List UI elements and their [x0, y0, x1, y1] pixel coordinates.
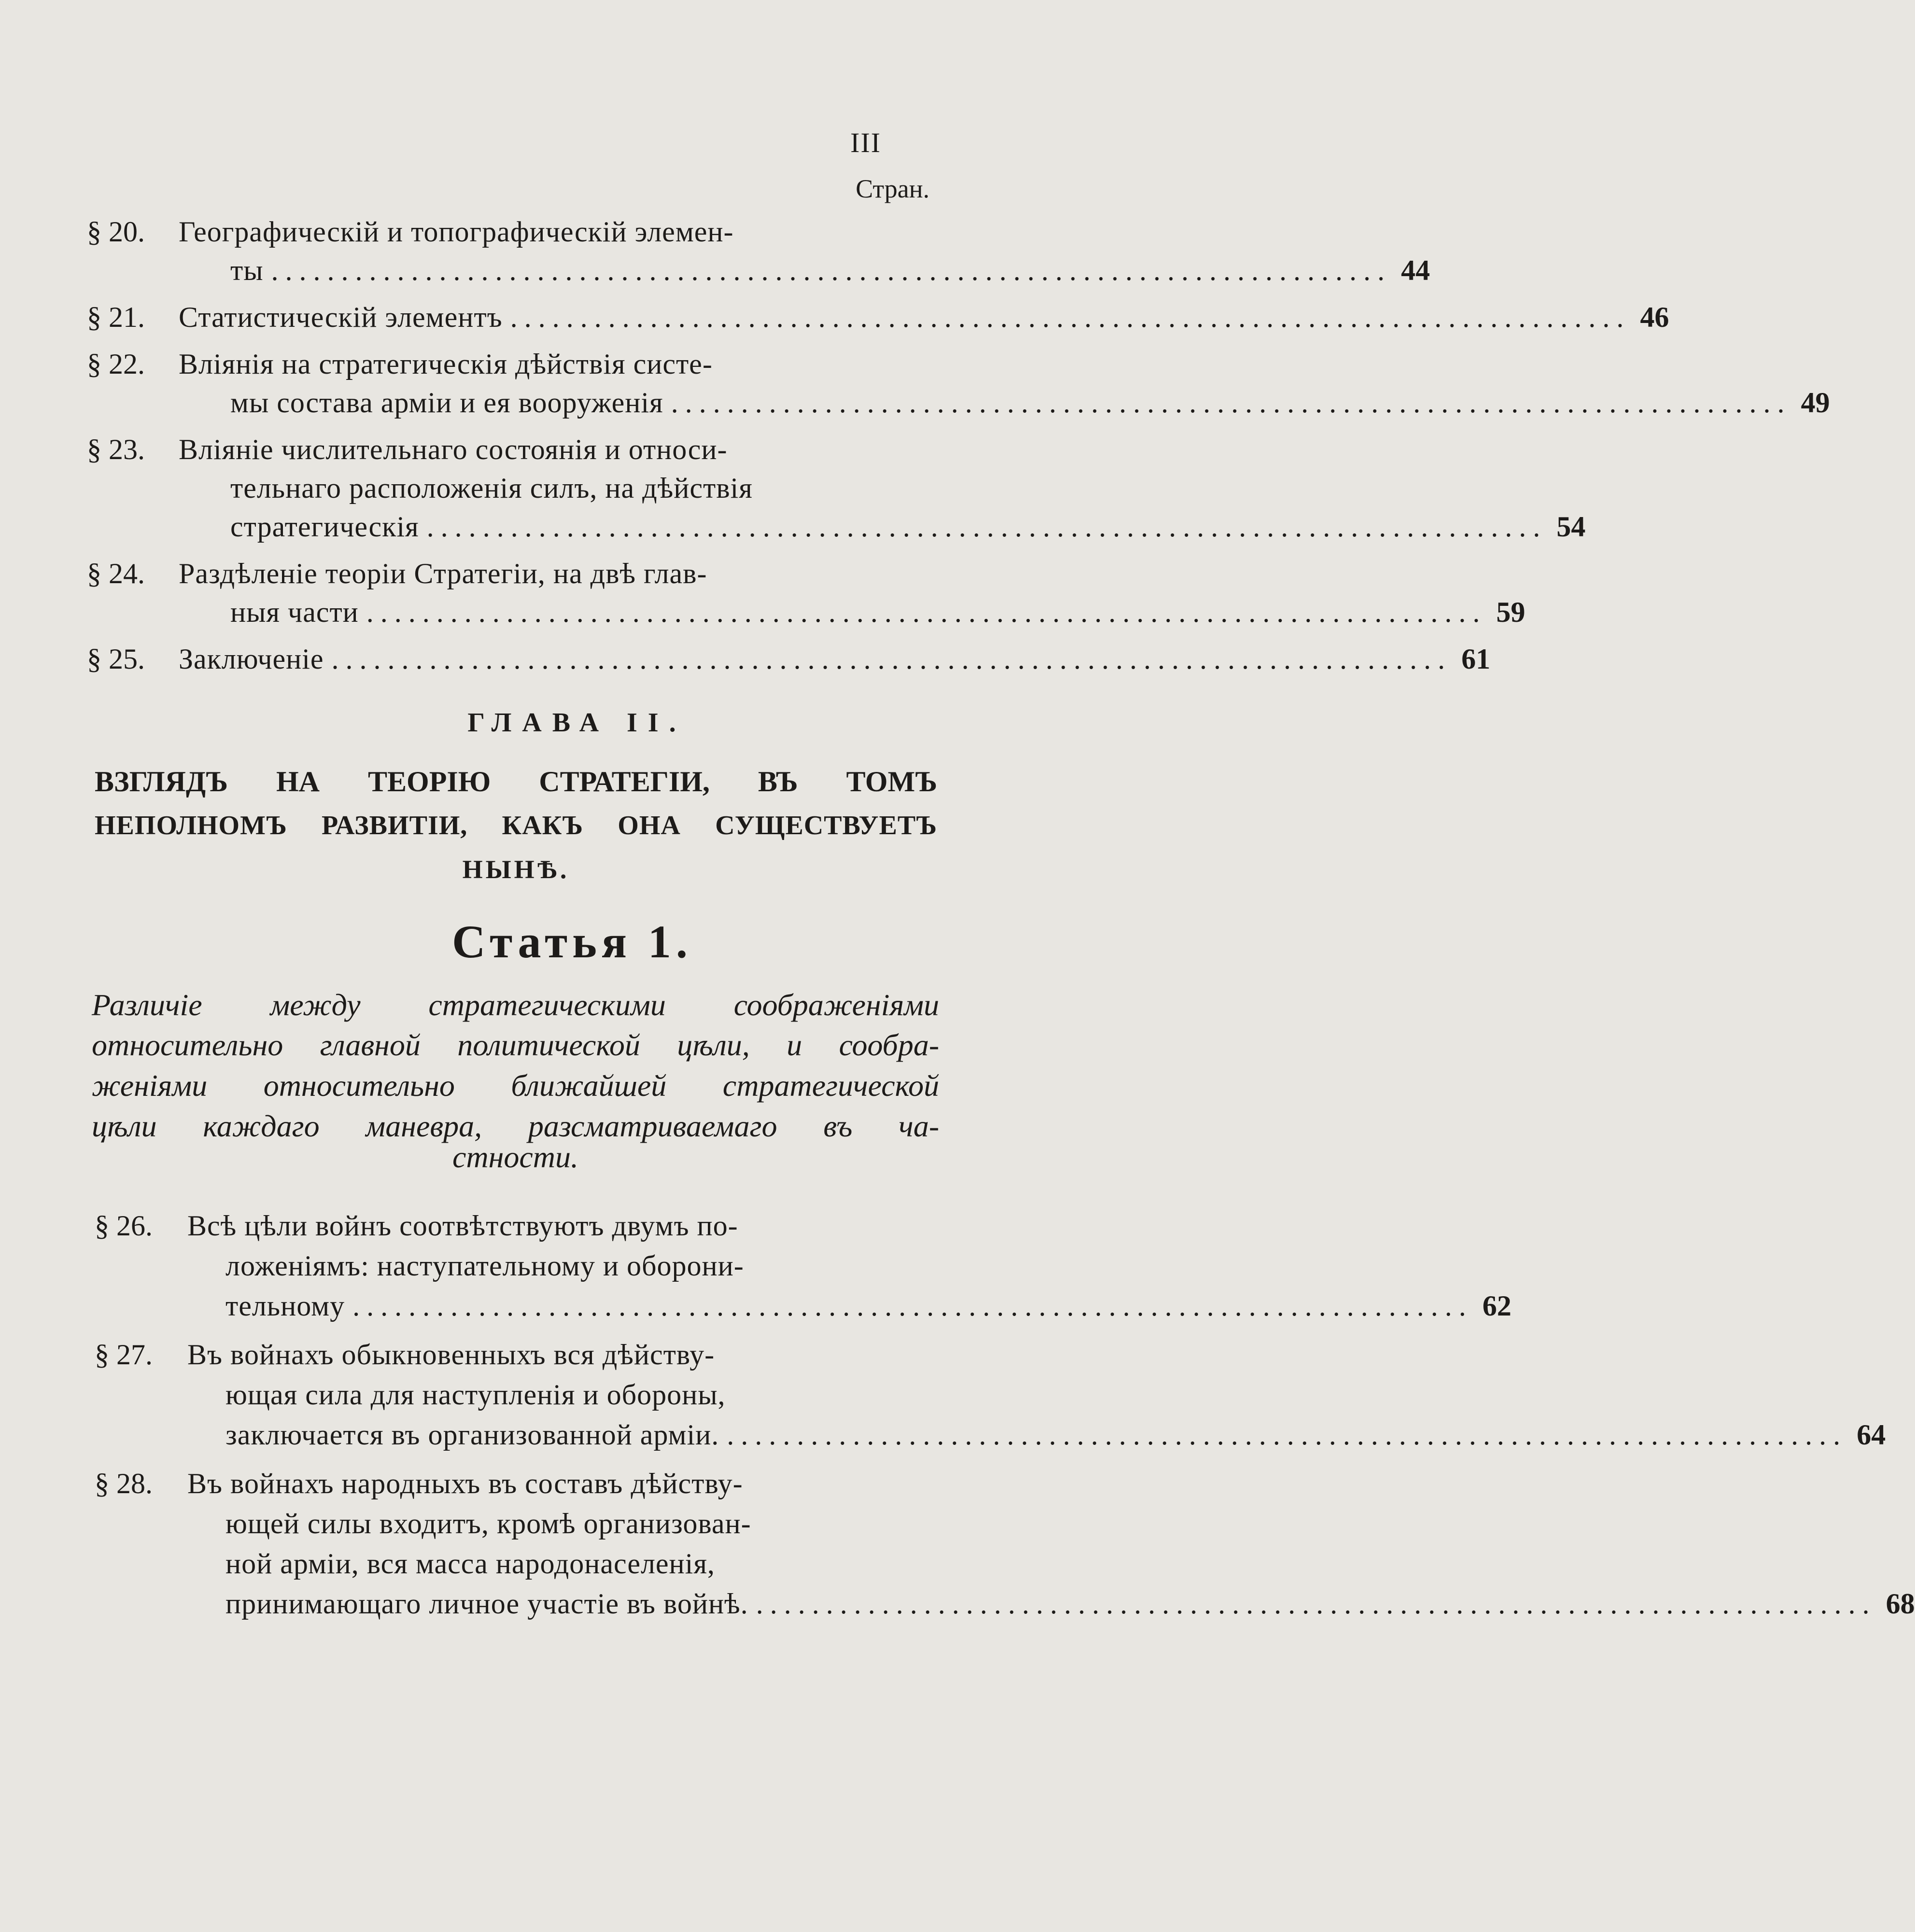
section-number: § 27. [95, 1339, 153, 1371]
section-number: § 23. [87, 434, 145, 465]
section-number: § 25. [87, 643, 145, 675]
toc-entry-line [95, 1464, 940, 1504]
entry-text: ющей силы входитъ, кромѣ организован- [225, 1508, 751, 1540]
dot-leader: ................................................................................ [331, 643, 1452, 675]
toc-entry [95, 1464, 1915, 1624]
dot-leader: ................................................................................ [352, 1290, 1473, 1322]
toc-entry [87, 430, 1586, 546]
entry-text: ныя части [230, 596, 359, 628]
entry-text: ты [230, 254, 264, 286]
page-folio: III [850, 127, 881, 158]
article-heading: Статья 1. [452, 916, 692, 967]
page-number: 61 [1461, 643, 1491, 675]
dot-leader: ................................................................................ [271, 254, 1392, 286]
toc-entry-line [95, 1375, 940, 1415]
entry-text: тельному [225, 1290, 345, 1322]
chapter-title-line: НЕПОЛНОМЪ РАЗВИТІИ, КАКЪ ОНА СУЩЕСТВУЕТЪ [95, 811, 937, 840]
toc-entry-line [95, 1335, 940, 1375]
toc-entry-line [95, 1286, 1512, 1326]
chapter-label: ГЛАВА II. [467, 708, 687, 738]
page-number: 44 [1401, 254, 1430, 286]
toc-entry-line [87, 298, 1669, 336]
dot-leader: ................................................................................ [426, 511, 1547, 543]
toc-entry-line [87, 430, 925, 469]
page-number: 64 [1857, 1419, 1886, 1451]
toc-entry-line [95, 1504, 940, 1544]
toc-upper-section [87, 212, 1830, 678]
toc-entry-line [95, 1415, 1886, 1455]
entry-text: Вліяніе числительнаго состоянія и относи- [179, 434, 728, 465]
dot-leader: ................................................................................ [510, 301, 1631, 333]
toc-entry [95, 1206, 1512, 1326]
entry-text: ложеніямъ: наступательному и оборони- [225, 1250, 744, 1282]
toc-entry-line [87, 593, 1525, 631]
toc-entry [87, 345, 1830, 422]
entry-text: тельнаго расположенія силъ, на дѣйствія [230, 472, 753, 504]
entry-text: Географическій и топографическій элемен- [179, 216, 734, 248]
entry-text: ющая сила для наступленія и обороны, [225, 1379, 726, 1411]
section-number: § 21. [87, 301, 145, 333]
page-number: 59 [1496, 596, 1525, 628]
toc-entry-line [87, 469, 925, 507]
toc-entry [87, 640, 1491, 678]
toc-entry-line [87, 383, 1830, 422]
page-number: 49 [1801, 387, 1830, 419]
chapter-title-line: НЫНѢ. [462, 855, 570, 884]
pages-column-label: Стран. [856, 174, 929, 203]
page-number: 46 [1640, 301, 1669, 333]
section-number: § 26. [95, 1210, 153, 1242]
section-number: § 28. [95, 1468, 153, 1499]
chapter-title-line: ВЗГЛЯДЪ НА ТЕОРІЮ СТРАТЕГІИ, ВЪ ТОМЪ [95, 766, 937, 798]
entry-text: Въ войнахъ обыкновенныхъ вся дѣйству- [187, 1339, 715, 1371]
entry-text: Въ войнахъ народныхъ въ составъ дѣйству- [187, 1468, 743, 1499]
entry-text: ной арміи, вся масса народонаселенія, [225, 1548, 715, 1580]
dot-leader: ................................................................................ [756, 1588, 1876, 1620]
toc-entry-line [87, 212, 925, 251]
article-subtitle-line: Различіе между стратегическими соображеніями [92, 988, 939, 1022]
entry-text: принимающаго личное участіе въ войнѣ. [225, 1588, 748, 1620]
toc-entry-line [95, 1544, 940, 1584]
section-number: § 20. [87, 216, 145, 248]
toc-entry [87, 554, 1525, 631]
toc-entry-line [87, 640, 1491, 678]
toc-entry-line [95, 1584, 1915, 1624]
article-subtitle-line: женіями относительно ближайшей стратегической [92, 1068, 939, 1103]
toc-entry-line [87, 345, 925, 383]
toc-entry-line [87, 251, 1430, 290]
entry-text: стратегическія [230, 511, 419, 543]
entry-text: Статистическій элементъ [179, 301, 503, 333]
dot-leader: ................................................................................ [727, 1419, 1847, 1451]
section-number: § 22. [87, 348, 145, 380]
entry-text: Раздѣленіе теоріи Стратегіи, на двѣ глав- [179, 558, 707, 589]
page-number: 68 [1886, 1588, 1915, 1620]
page-number: 62 [1482, 1290, 1512, 1322]
entry-text: Вліянія на стратегическія дѣйствія систе- [179, 348, 713, 380]
toc-entry-line [87, 507, 1586, 546]
page-number: 54 [1556, 511, 1586, 543]
toc-entry [95, 1335, 1886, 1455]
entry-text: Заключеніе [179, 643, 324, 675]
entry-text: Всѣ цѣли войнъ соотвѣтствуютъ двумъ по- [187, 1210, 738, 1242]
toc-entry [87, 298, 1669, 336]
entry-text: заключается въ организованной арміи. [225, 1419, 719, 1451]
section-number: § 24. [87, 558, 145, 589]
dot-leader: ................................................................................ [366, 596, 1487, 628]
article-subtitle-line: относительно главной политической цѣли, и сообра- [92, 1028, 939, 1062]
toc-entry [87, 212, 1430, 290]
toc-entry-line [87, 554, 925, 593]
article-subtitle-line: стности. [452, 1140, 578, 1174]
toc-entry-line [95, 1206, 940, 1246]
toc-entry-line [95, 1246, 940, 1286]
article-subtitle-line: цѣли каждаго маневра, разсматриваемаго въ ча- [92, 1109, 939, 1143]
dot-leader: ................................................................................ [671, 387, 1791, 419]
entry-text: мы состава арміи и ея вооруженія [230, 387, 663, 419]
toc-lower-section [95, 1197, 1915, 1624]
